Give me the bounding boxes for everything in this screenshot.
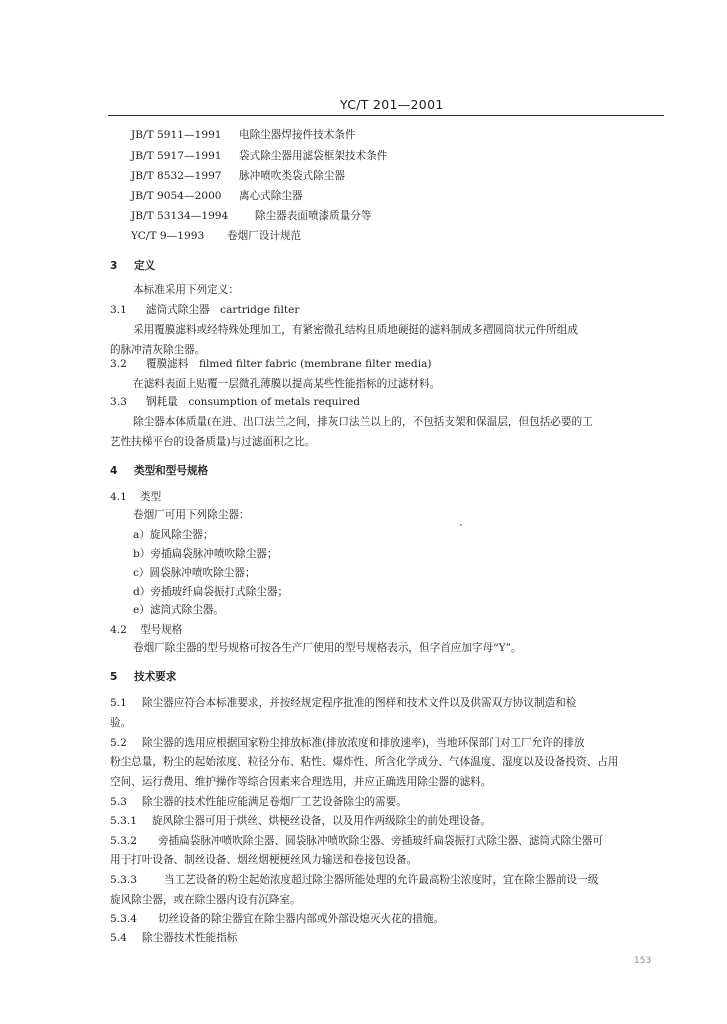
paragraph: 采用覆膜滤料或经特殊处理加工，有紧密微孔结构且质地硬挺的滤料制成多褶圆筒状元件所组成 — [133, 324, 578, 336]
clause: 5.3.1 旋风除尘器可用于烘丝、烘梗丝设备，以及用作两级除尘的前处理设备。 — [110, 815, 491, 827]
definition-term: 3.1 滤筒式除尘器 cartridge filter — [110, 304, 300, 316]
section-heading: 5 技术要求 — [110, 671, 177, 683]
reference-item: JB/T 5917—1991 袋式除尘器用滤袋框架技术条件 — [131, 150, 388, 162]
clause: 5.3 除尘器的技术性能应能满足卷烟厂工艺设备除尘的需要。 — [110, 796, 407, 808]
paragraph: 验。 — [110, 717, 132, 729]
reference-item: JB/T 53134—1994 除尘器表面喷漆质量分等 — [131, 210, 372, 222]
section-heading: 4 类型和型号规格 — [110, 465, 209, 477]
paragraph: 卷烟厂可用下列除尘器： — [133, 509, 250, 521]
definition-term: 3.2 覆膜滤料 filmed filter fabric (membrane filter media) — [110, 358, 432, 370]
standard-code-header: YC/T 201—2001 — [340, 97, 444, 112]
list-item: b）旁插扁袋脉冲喷吹除尘器； — [133, 548, 278, 560]
clause: 5.2 除尘器的选用应根据国家粉尘排放标准(排放浓度和排放速率)，当地环保部门对工厂允许的排放 — [110, 737, 585, 749]
reference-item: JB/T 8532—1997 脉冲喷吹类袋式除尘器 — [131, 170, 345, 182]
clause: 5.3.2 旁插扁袋脉冲喷吹除尘器、圆袋脉冲喷吹除尘器、旁插玻纤扁袋振打式除尘器、滤筒式除尘器可 — [110, 835, 603, 847]
reference-item: JB/T 9054—2000 离心式除尘器 — [131, 190, 303, 202]
subsection-title: 4.1 类型 — [110, 491, 162, 503]
paragraph: 粉尘总量，粉尘的起始浓度、粒径分布、粘性、爆炸性、所含化学成分、气体温度、湿度以及设备投资、占用 — [110, 756, 619, 768]
paragraph: 旋风除尘器，或在除尘器内设有沉降室。 — [110, 894, 301, 906]
paragraph: 在滤料表面上贴覆一层微孔薄膜以提高某些性能指标的过滤材料。 — [133, 378, 441, 390]
list-item: a）旋风除尘器； — [133, 529, 214, 541]
paragraph: 卷烟厂除尘器的型号规格可按各生产厂使用的型号规格表示，但字首应加字母“Y”。 — [133, 642, 522, 654]
subsection-title: 4.2 型号规格 — [110, 624, 183, 636]
section-heading: 3 定义 — [110, 260, 156, 272]
paragraph: 艺性扶梯平台的设备质量)与过滤面积之比。 — [110, 436, 316, 448]
list-item: e）滤筒式除尘器。 — [133, 604, 225, 616]
clause: 5.3.4 切丝设备的除尘器宜在除尘器内部或外部设熄灭火花的措施。 — [110, 913, 445, 925]
clause: 5.3.3 当工艺设备的粉尘起始浓度超过除尘器所能处理的允许最高粉尘浓度时，宜在除尘器前设一级 — [110, 874, 599, 886]
reference-item: JB/T 5911—1991 电除尘器焊接件技术条件 — [131, 129, 356, 141]
paragraph: 用于打叶设备、制丝设备、烟丝烟梗梗丝风力输送和卷接包设备。 — [110, 854, 418, 866]
list-item: c）圆袋脉冲喷吹除尘器； — [133, 567, 256, 579]
header-rule — [108, 115, 664, 116]
scan-speck — [460, 524, 462, 526]
paragraph: 除尘器本体质量(在进、出口法兰之间，排灰口法兰以上的，不包括支架和保温层，但包括必要的工 — [133, 416, 593, 428]
list-item: d）旁插玻纤扁袋振打式除尘器； — [133, 586, 289, 598]
paragraph: 的脉冲清灰除尘器。 — [110, 344, 206, 356]
clause: 5.1 除尘器应符合本标准要求，并按经规定程序批准的图样和技术文件以及供需双方协议制造和检 — [110, 697, 577, 709]
page-number: 153 — [634, 956, 652, 966]
paragraph: 本标准采用下列定义： — [133, 284, 239, 296]
clause: 5.4 除尘器技术性能指标 — [110, 932, 238, 944]
reference-item: YC/T 9—1993 卷烟厂设计规范 — [131, 230, 302, 242]
definition-term: 3.3 钢耗量 consumption of metals required — [110, 396, 360, 408]
paragraph: 空间、运行费用、维护操作等综合因素来合理选用，并应正确选用除尘器的滤料。 — [110, 776, 492, 788]
